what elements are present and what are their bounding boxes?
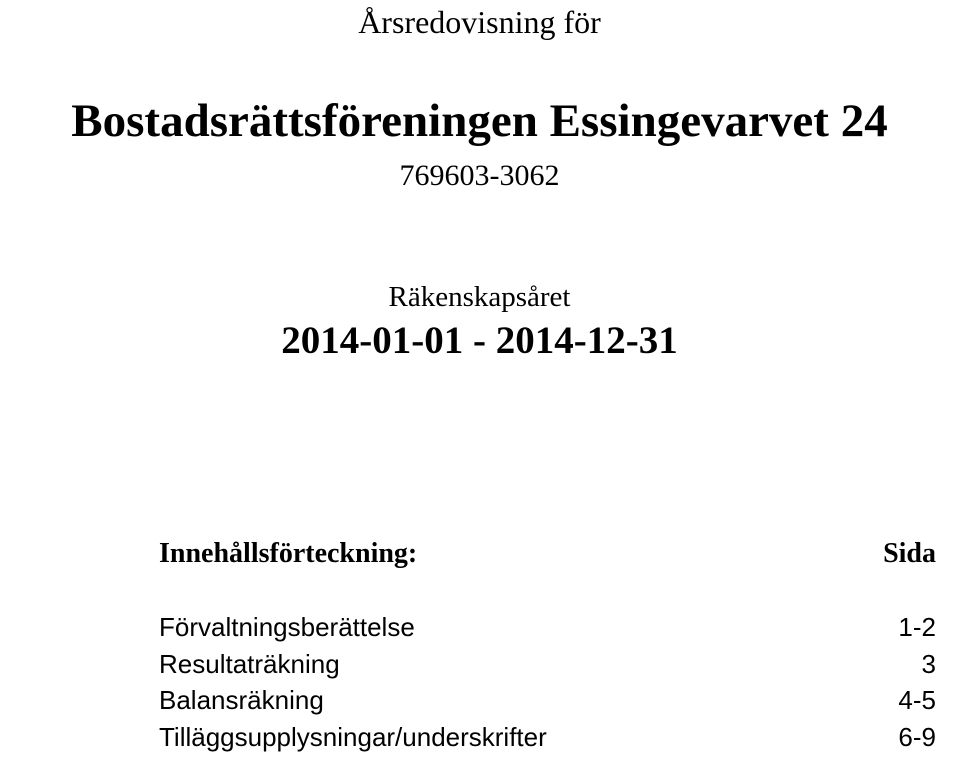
toc-header (159, 540, 936, 568)
toc-item-page: 3 (922, 651, 936, 677)
fiscal-year-period: 2014-01-01 - 2014-12-31 (0, 321, 959, 360)
toc-item-tillaggsupplysningar (159, 724, 936, 760)
toc-item-forvaltningsberattelse (159, 614, 936, 651)
toc-page-heading: Sida (883, 540, 936, 568)
toc-item-page: 1-2 (898, 614, 936, 640)
toc-item-title: Resultaträkning (159, 651, 340, 677)
toc-item-page: 4-5 (898, 687, 936, 713)
toc-item-title: Tilläggsupplysningar/underskrifter (159, 724, 547, 750)
organization-number: 769603-3062 (0, 161, 959, 191)
toc-item-balansrakning (159, 687, 936, 724)
organization-name: Bostadsrättsföreningen Essingevarvet 24 (0, 98, 959, 145)
toc-heading: Innehållsförteckning: (159, 540, 417, 568)
toc-item-title: Balansräkning (159, 687, 324, 713)
toc-item-resultatrakning (159, 651, 936, 688)
report-intro: Årsredovisning för (0, 6, 959, 38)
toc-item-page: 6-9 (898, 724, 936, 750)
toc-list (159, 614, 936, 760)
toc-item-title: Förvaltningsberättelse (159, 614, 415, 640)
fiscal-year-label: Räkenskapsåret (0, 283, 959, 312)
